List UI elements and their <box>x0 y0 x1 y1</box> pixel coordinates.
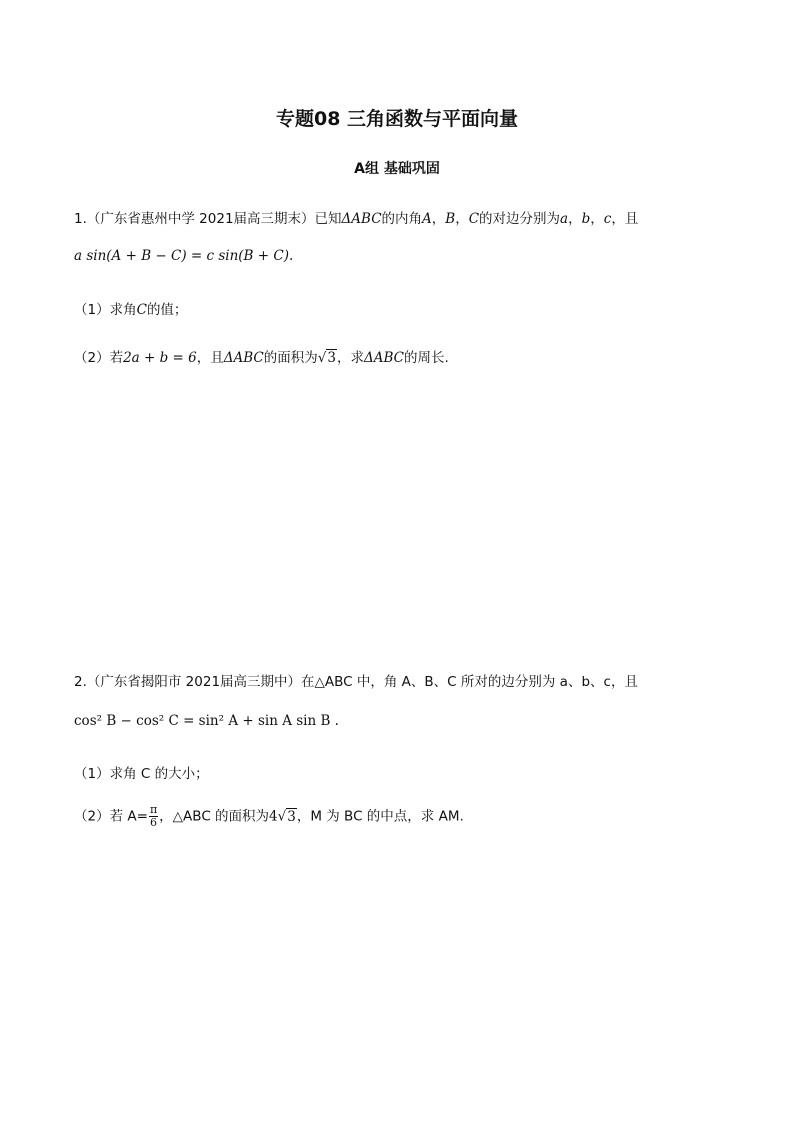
q2-fraction-numerator: π <box>149 803 158 816</box>
q1-var-b: b <box>581 211 591 227</box>
q1-sqrt-radicand: 3 <box>327 350 336 366</box>
section-heading: A组 基础巩固 <box>354 161 440 177</box>
q1-part2 <box>74 346 449 366</box>
q1-text-2: 的对边分别为 <box>479 211 561 227</box>
q2-sqrt-radicand: 3 <box>287 808 296 825</box>
q1-part2-condition: 2a + b = 6 <box>123 350 197 366</box>
q1-intro-line: 1.（广东省惠州中学 2021届高三期末）已知ΔABC的内角A，B，C的对边分别为a，b，c，且 <box>74 211 639 227</box>
q2-coefficient: 4 <box>269 808 278 825</box>
q1-triangle: ΔABC <box>341 211 382 227</box>
q1-intro: 1.（广东省惠州中学 2021届高三期末）已知 <box>74 211 342 227</box>
q2-fraction-denominator: 6 <box>150 816 158 829</box>
q1-part2-triangle-2: ΔABC <box>363 350 404 366</box>
q2-part2 <box>74 804 464 829</box>
q1-part2-mid2: 的面积为 <box>263 350 318 366</box>
q1-part2-prefix: （2）若 <box>74 350 124 366</box>
q1-and: ，且 <box>611 211 639 227</box>
q2-sqrt: √3 <box>277 808 296 825</box>
page-title: 专题08 三角函数与平面向量 <box>275 108 519 130</box>
q1-part2-triangle: ΔABC <box>223 350 264 366</box>
q1-var-c: c <box>603 211 612 227</box>
q2-equation: cos² B − cos² C = sin² A + sin A sin B . <box>74 713 339 729</box>
q2-part1: （1）求角 C 的大小； <box>74 766 209 782</box>
q2-intro: 2.（广东省揭阳市 2021届高三期中）在△ABC 中，角 A、B、C 所对的边分别为 a、b、c，且 <box>74 674 638 690</box>
q1-var-C: C <box>468 211 480 227</box>
q1-part2-end: 的周长. <box>403 350 449 366</box>
q1-var-B: B <box>445 211 456 227</box>
q1-text-1: 的内角 <box>381 211 423 227</box>
q1-var-A: A <box>422 211 432 227</box>
q1-part1-suffix: 的值； <box>146 302 188 318</box>
q2-part2-prefix: （2）若 A= <box>74 808 148 825</box>
q1-var-a: a <box>560 211 569 227</box>
q1-part1 <box>74 298 187 318</box>
q1-sqrt: √3 <box>317 350 336 366</box>
q1-part1-prefix: （1）求角 <box>74 302 137 318</box>
q2-part2-mid: ，△ABC 的面积为 <box>159 808 270 825</box>
q1-part2-mid3: ，求 <box>336 350 364 366</box>
q2-part2-end: ，M 为 BC 的中点，求 AM. <box>296 808 464 825</box>
q1-part2-mid1: ，且 <box>196 350 224 366</box>
q2-fraction <box>149 804 158 829</box>
q1-equation: a sin(A + B − C) = c sin(B + C). <box>74 248 294 264</box>
q1-part1-var: C <box>136 302 147 318</box>
